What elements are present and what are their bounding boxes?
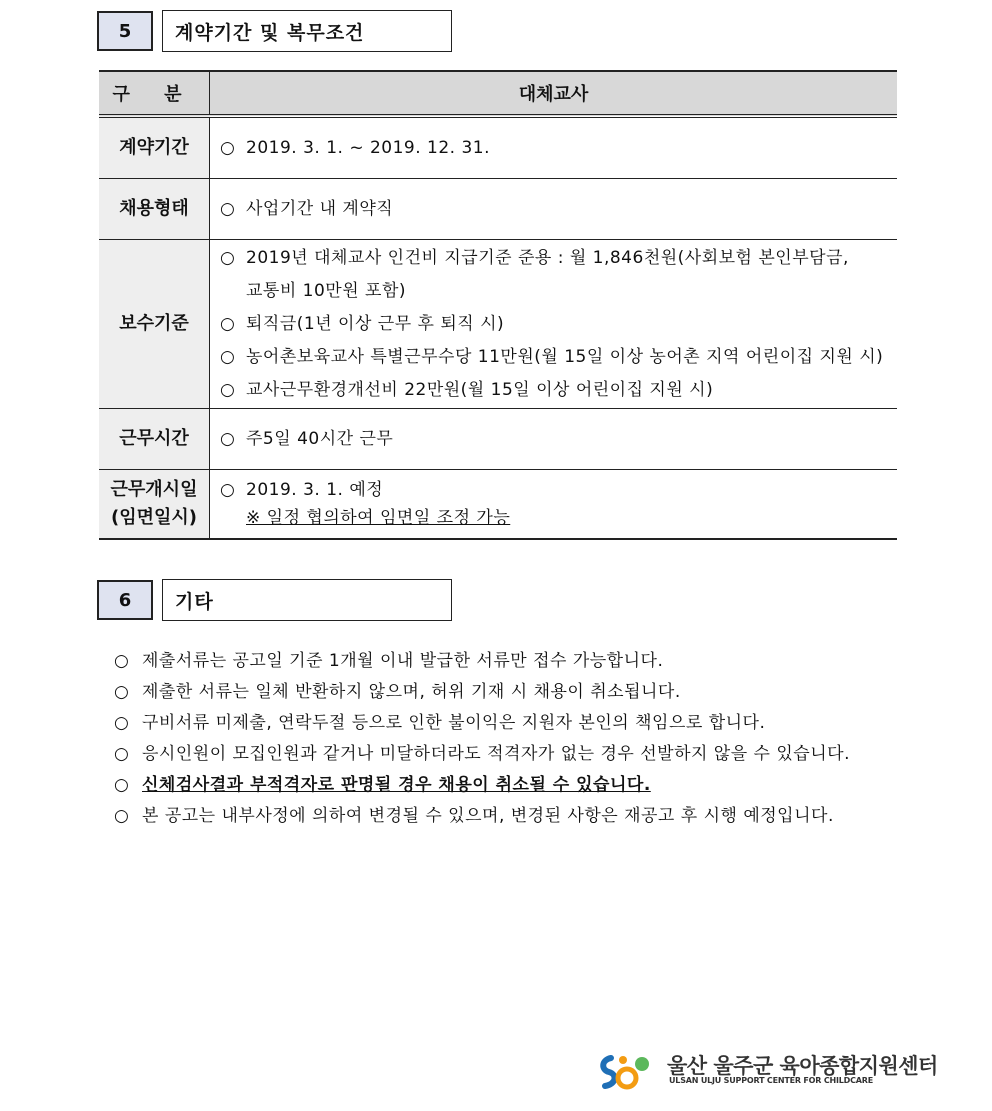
- row-text: 퇴직금(1년 이상 근무 후 퇴직 시): [246, 313, 505, 334]
- row-label: 채용형태: [99, 179, 210, 240]
- row-text: 농어촌보육교사 특별근무수당 11만원(월 15일 이상 농어촌 지역 어린이집 지원 시): [246, 346, 884, 367]
- row-content: [210, 409, 898, 470]
- list-item: [114, 677, 850, 708]
- bullet-icon: ○: [114, 775, 130, 795]
- logo-mark-icon: [597, 1050, 663, 1092]
- row-text: 주5일 40시간 근무: [246, 428, 394, 449]
- list-item: [114, 739, 850, 770]
- table-row-employment-type: [99, 179, 897, 240]
- bullet-icon: ○: [114, 682, 130, 702]
- list-item: [114, 708, 850, 739]
- row-text: 사업기간 내 계약직: [246, 198, 394, 219]
- row-label: [99, 470, 210, 540]
- notes-list: [114, 646, 850, 832]
- row-text: 2019. 3. 1. 예정: [246, 480, 384, 500]
- bullet-icon: ○: [220, 137, 236, 158]
- bullet-icon: ○: [114, 806, 130, 826]
- list-item: [114, 646, 850, 677]
- bullet-icon: ○: [220, 379, 236, 400]
- org-name: 울산 울주군 육아종합지원센터: [667, 1054, 938, 1078]
- bullet-icon: ○: [220, 428, 236, 449]
- row-label: 근무시간: [99, 409, 210, 470]
- note-text: 본 공고는 내부사정에 의하여 변경될 수 있으며, 변경된 사항은 재공고 후 시행 예정입니다.: [142, 806, 834, 826]
- org-name-en: ULSAN ULJU SUPPORT CENTER FOR CHILDCARE: [669, 1076, 873, 1085]
- note-text: 응시인원이 모집인원과 같거나 미달하더라도 적격자가 없는 경우 선발하지 않을 수 있습니다.: [142, 744, 850, 764]
- row-label: 계약기간: [99, 116, 210, 179]
- note-text: 제출서류는 공고일 기준 1개월 이내 발급한 서류만 접수 가능합니다.: [142, 651, 664, 671]
- org-logo: [597, 1050, 938, 1092]
- bullet-icon: ○: [114, 651, 130, 671]
- row-content: [210, 240, 898, 409]
- section-5-title: 계약기간 및 복무조건: [162, 10, 452, 52]
- bullet-icon: ○: [114, 744, 130, 764]
- section-5-number: 5: [97, 11, 153, 51]
- bullet-icon: ○: [220, 480, 236, 500]
- row-label-line1: 근무개시일: [110, 479, 198, 500]
- column-header-category: 구 분: [99, 71, 210, 116]
- note-text: 구비서류 미제출, 연락두절 등으로 인한 불이익은 지원자 본인의 책임으로 합니다.: [142, 713, 766, 733]
- row-content: [210, 470, 898, 540]
- bullet-icon: ○: [220, 313, 236, 334]
- column-header-substitute-teacher: 대체교사: [210, 71, 898, 116]
- list-item: [114, 801, 850, 832]
- row-text: 2019. 3. 1. ~ 2019. 12. 31.: [246, 137, 491, 158]
- row-text: 2019년 대체교사 인건비 지급기준 준용 : 월 1,846천원(사회보험 본인부담금,: [246, 247, 849, 268]
- bullet-icon: ○: [114, 713, 130, 733]
- section-6-number: 6: [97, 580, 153, 620]
- note-text-emphasis: 신체검사결과 부적격자로 판명될 경우 채용이 취소될 수 있습니다.: [142, 775, 651, 795]
- table-header-row: [99, 71, 897, 116]
- row-note: ※ 일정 협의하여 임면일 조정 가능: [246, 508, 511, 528]
- section-6-title: 기타: [162, 579, 452, 621]
- row-text-continued: 교통비 10만원 포함): [246, 280, 407, 301]
- table-row-work-hours: [99, 409, 897, 470]
- bullet-icon: ○: [220, 346, 236, 367]
- table-row-pay-standard: [99, 240, 897, 409]
- table-row-start-date: [99, 470, 897, 540]
- row-label-line2: (임면일시): [110, 507, 197, 528]
- row-text: 교사근무환경개선비 22만원(월 15일 이상 어린이집 지원 시): [246, 379, 714, 400]
- bullet-icon: ○: [220, 247, 236, 268]
- contract-terms-table: [99, 70, 897, 540]
- row-content: [210, 116, 898, 179]
- table-row-contract-period: [99, 116, 897, 179]
- row-content: [210, 179, 898, 240]
- note-text: 제출한 서류는 일체 반환하지 않으며, 허위 기재 시 채용이 취소됩니다.: [142, 682, 681, 702]
- list-item: [114, 770, 850, 801]
- bullet-icon: ○: [220, 198, 236, 219]
- row-label: 보수기준: [99, 240, 210, 409]
